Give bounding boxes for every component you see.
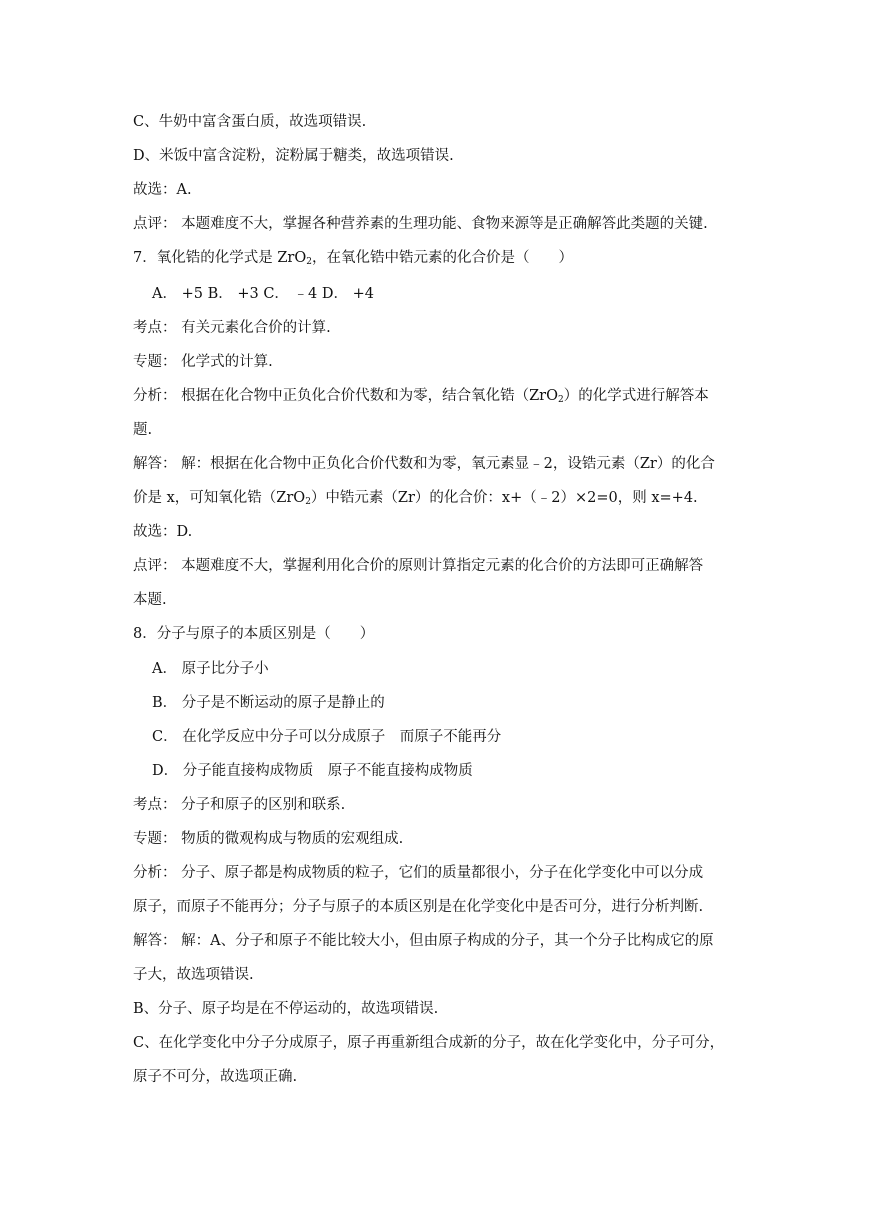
question-8-option-c: C． 在化学反应中分子可以分成原子 而原子不能再分 bbox=[152, 729, 502, 745]
text-line: 故选：A. bbox=[133, 182, 192, 198]
text-line: 考点： 有关元素化合价的计算. bbox=[133, 320, 331, 336]
question-8-stem: 8．分子与原子的本质区别是（ ） bbox=[133, 626, 375, 642]
subscript: 2 bbox=[305, 497, 311, 507]
text-line: 考点： 分子和原子的区别和联系. bbox=[133, 797, 346, 813]
question-7-options: A． +5 B． +3 C． ﹣4 D． +4 bbox=[152, 286, 374, 302]
answer-line bbox=[133, 488, 743, 508]
text-line: C、在化学变化中分子分成原子，原子再重新组合成新的分子，故在化学变化中，分子可分， bbox=[133, 1035, 725, 1051]
analysis-text-a: 分析： 根据在化合物中正负化合价代数和为零，结合氧化锆（ZrO bbox=[133, 388, 559, 404]
text-line: 原子，而原子不能再分；分子与原子的本质区别是在化学变化中是否可分，进行分析判断. bbox=[133, 899, 704, 915]
text-line: 分析： 分子、原子都是构成物质的粒子，它们的质量都很小，分子在化学变化中可以分成 bbox=[133, 865, 704, 881]
text-line: 点评： 本题难度不大，掌握各种营养素的生理功能、食物来源等是正确解答此类题的关键. bbox=[133, 216, 708, 232]
question-7-stem bbox=[133, 248, 743, 268]
text-line: 子大，故选项错误. bbox=[133, 967, 254, 983]
text-line: 专题： 化学式的计算. bbox=[133, 354, 273, 370]
answer-text-b: ）中锆元素（Zr）的化合价：x+（﹣2）×2=0，则 x=+4. bbox=[310, 490, 698, 506]
question-7-text-a: 7．氧化锆的化学式是 ZrO bbox=[133, 250, 307, 266]
text-line: 故选：D. bbox=[133, 524, 193, 540]
text-line: 专题： 物质的微观构成与物质的宏观组成. bbox=[133, 831, 404, 847]
analysis-text-b: ）的化学式进行解答本 bbox=[563, 388, 709, 404]
text-line: 原子不可分，故选项正确. bbox=[133, 1069, 298, 1085]
question-8-option-d: D． 分子能直接构成物质 原子不能直接构成物质 bbox=[152, 763, 473, 779]
answer-text-a: 价是 x，可知氧化锆（ZrO bbox=[133, 490, 306, 506]
question-7-text-b: ，在氧化锆中锆元素的化合价是（ ） bbox=[311, 250, 573, 266]
text-line: 本题. bbox=[133, 592, 167, 608]
analysis-line bbox=[133, 386, 743, 406]
text-line: 点评： 本题难度不大，掌握利用化合价的原则计算指定元素的化合价的方法即可正确解答 bbox=[133, 558, 704, 574]
subscript: 2 bbox=[558, 395, 564, 405]
text-line: 题. bbox=[133, 422, 153, 438]
subscript: 2 bbox=[306, 257, 312, 267]
text-line: B、分子、原子均是在不停运动的，故选项错误. bbox=[133, 1001, 439, 1017]
text-line: 解答： 解：A、分子和原子不能比较大小，但由原子构成的分子，其一个分子比构成它的原 bbox=[133, 933, 714, 949]
text-line: 解答： 解：根据在化合物中正负化合价代数和为零，氧元素显﹣2，设锆元素（Zr）的化合 bbox=[133, 456, 715, 472]
question-8-option-b: B． 分子是不断运动的原子是静止的 bbox=[152, 695, 385, 711]
question-8-option-a: A． 原子比分子小 bbox=[152, 661, 269, 677]
text-line: C、牛奶中富含蛋白质，故选项错误. bbox=[133, 114, 367, 130]
text-line: D、米饭中富含淀粉，淀粉属于糖类，故选项错误. bbox=[133, 148, 454, 164]
